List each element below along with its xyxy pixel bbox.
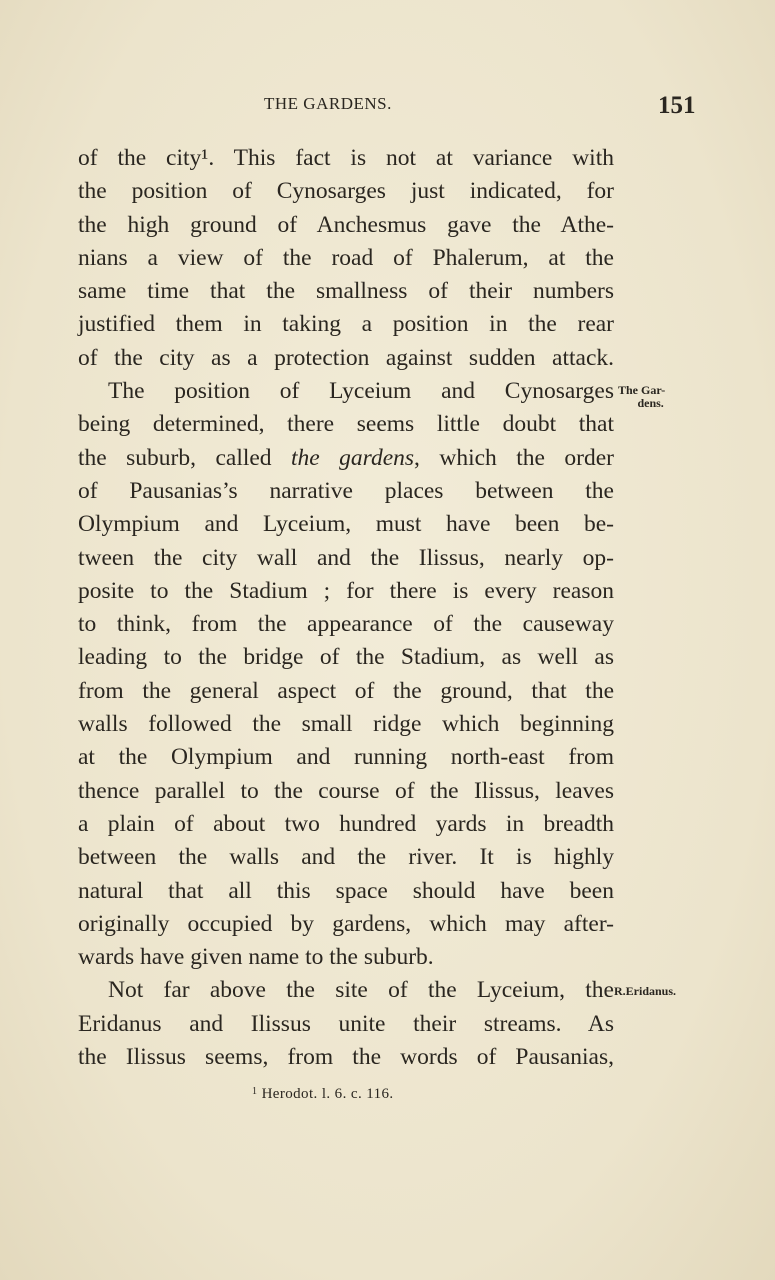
text-line: originally occupied by gardens, which may after- (78, 910, 614, 937)
text-line: Olympium and Lyceium, must have been be- (78, 511, 614, 538)
text-line: nians a view of the road of Phalerum, at the (78, 244, 614, 271)
text-line: justified them in taking a position in the rear (78, 311, 614, 338)
text-line: of the city¹. This fact is not at variance with (78, 145, 614, 171)
footnote (252, 1086, 394, 1103)
text-line: natural that all this space should have been (78, 877, 614, 904)
text-line: to think, from the appearance of the causeway (78, 611, 614, 638)
text-line: Eridanus and Ilissus unite their streams. As (78, 1010, 614, 1037)
text-line: from the general aspect of the ground, that the (78, 677, 614, 704)
text-line-with-italic: the suburb, called the gardens, which the order (78, 444, 614, 471)
italic-phrase: the gardens (291, 444, 415, 471)
text-line: posite to the Stadium ; for there is every reason (78, 577, 614, 604)
text-line: being determined, there seems little doubt that (78, 411, 614, 438)
text-line: a plain of about two hundred yards in breadth (78, 810, 614, 837)
text-line: the position of Cynosarges just indicated, for (78, 178, 614, 205)
running-title: THE GARDENS. (264, 94, 392, 113)
text-line: leading to the bridge of the Stadium, as well as (78, 644, 614, 671)
footnote-marker: 1 (252, 1086, 258, 1097)
text-line: thence parallel to the course of the Ilissus, leaves (78, 777, 614, 804)
text-line: the high ground of Anchesmus gave the Athe- (78, 211, 614, 238)
margin-note-gardens (618, 384, 665, 410)
text-line: The position of Lyceium and Cynosarges (108, 378, 614, 405)
text-line: wards have given name to the suburb. (78, 944, 434, 971)
footnote-text: Herodot. l. 6. c. 116. (261, 1086, 394, 1102)
text-line: same time that the smallness of their numbers (78, 278, 614, 305)
page-number: 151 (658, 92, 696, 119)
text-line: of the city as a protection against sudden attack. (78, 344, 614, 371)
text-line: walls followed the small ridge which beginning (78, 711, 614, 738)
margin-note-line: dens. (637, 396, 664, 410)
margin-note-line: The Gar- (618, 383, 666, 397)
margin-note-eridanus: R.Eridanus. (614, 984, 677, 998)
body-text (78, 142, 614, 1074)
text-line: the Ilissus seems, from the words of Pausanias, (78, 1044, 614, 1071)
text-line: of Pausanias’s narrative places between the (78, 477, 614, 504)
text-line: tween the city wall and the Ilissus, nearly op- (78, 544, 614, 571)
text-line: Not far above the site of the Lyceium, the (108, 977, 614, 1004)
text-line: at the Olympium and running north-east from (78, 744, 614, 771)
text-line: between the walls and the river. It is highly (78, 844, 614, 871)
